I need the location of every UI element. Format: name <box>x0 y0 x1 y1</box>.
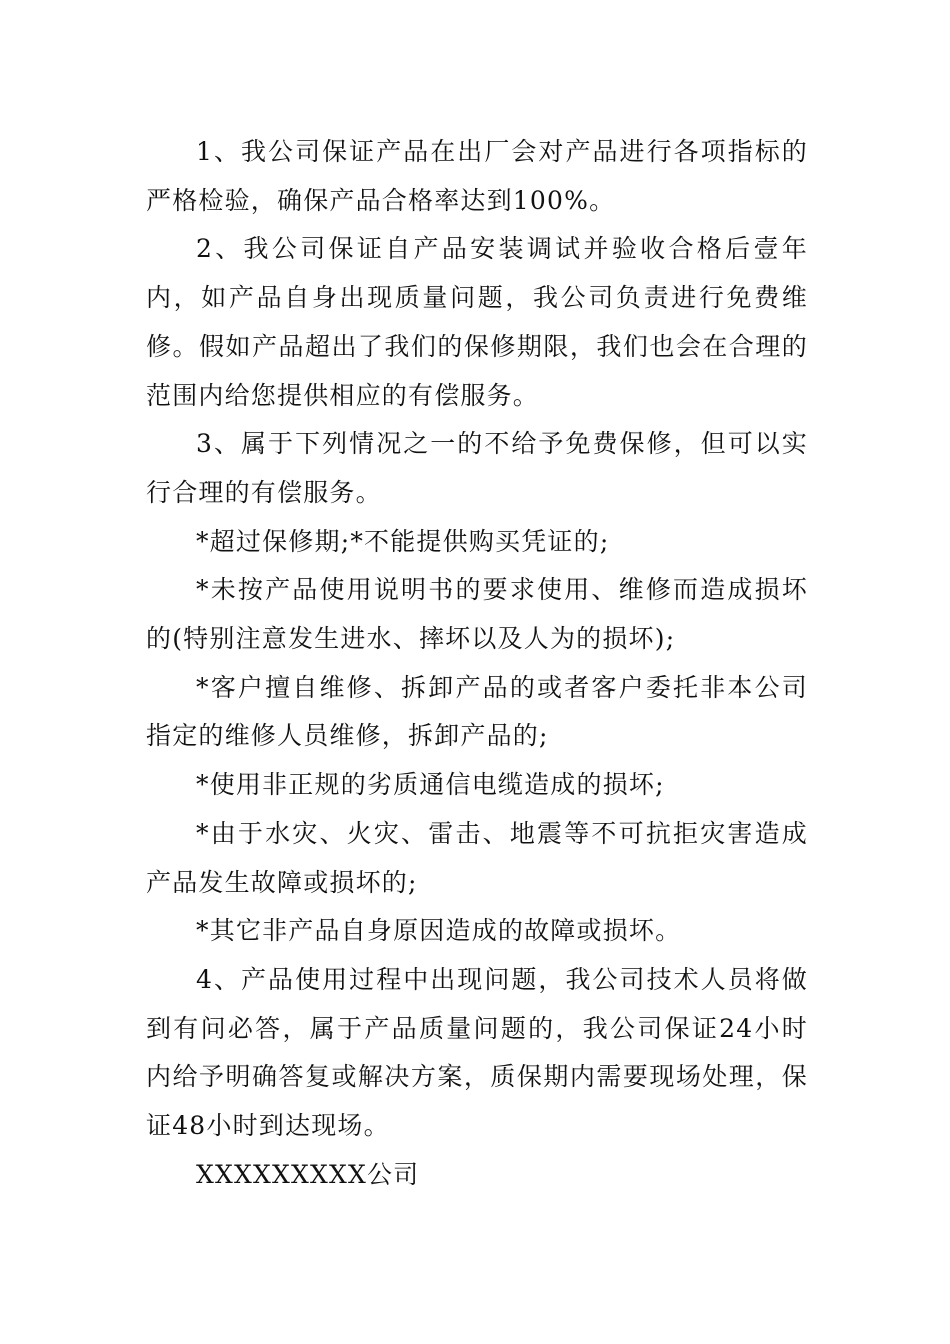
paragraph-exclusions-intro: 3、属于下列情况之一的不给予免费保修，但可以实行合理的有偿服务。 <box>146 429 808 507</box>
exclusion-item: *超过保修期;*不能提供购买凭证的; <box>196 526 610 556</box>
exclusion-item: *使用非正规的劣质通信电缆造成的损坏; <box>196 770 665 800</box>
company-signature: XXXXXXXXX公司 <box>196 1159 420 1189</box>
document-body <box>146 128 808 1199</box>
exclusion-item: *由于水灾、火灾、雷击、地震等不可抗拒灾害造成产品发生故障或损坏的; <box>146 818 808 897</box>
exclusion-item: *未按产品使用说明书的要求使用、维修而造成损坏的(特别注意发生进水、摔坏以及人为的损坏); <box>146 575 808 654</box>
paragraph-support-response: 4、产品使用过程中出现问题，我公司技术人员将做到有问必答，属于产品质量问题的，我公司保证24小时内给予明确答复或解决方案，质保期内需要现场处理，保证48小时到达现场。 <box>146 964 808 1141</box>
exclusion-item: *其它非产品自身原因造成的故障或损坏。 <box>196 916 682 946</box>
paragraph-quality-inspection: 1、我公司保证产品在出厂会对产品进行各项指标的严格检验，确保产品合格率达到100%。 <box>146 137 808 215</box>
paragraph-warranty-period: 2、我公司保证自产品安装调试并验收合格后壹年内，如产品自身出现质量问题，我公司负责进行免费维修。假如产品超出了我们的保修期限，我们也会在合理的范围内给您提供相应的有偿服务。 <box>146 234 808 410</box>
exclusion-item: *客户擅自维修、拆卸产品的或者客户委托非本公司指定的维修人员维修，拆卸产品的; <box>146 672 808 751</box>
